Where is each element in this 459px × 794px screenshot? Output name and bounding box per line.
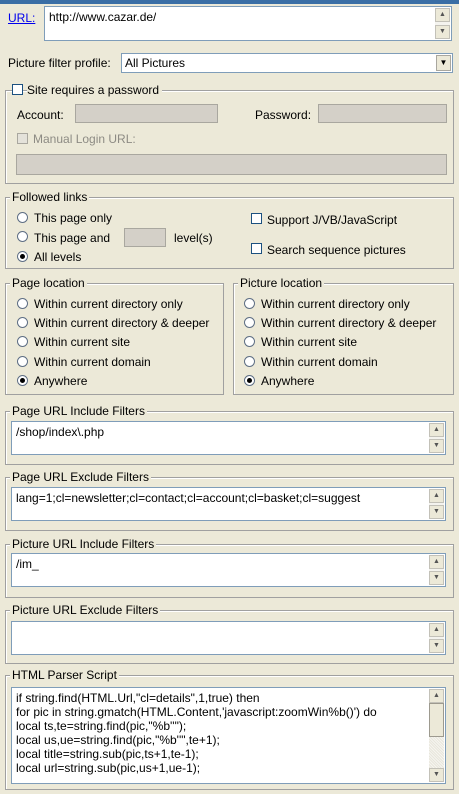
scroll-up-icon[interactable]: ▲ <box>429 489 444 503</box>
page-loc-radio-0[interactable] <box>17 298 28 309</box>
page-loc-option: Within current directory & deeper <box>34 316 210 330</box>
picture-url-include-value: /im_ <box>16 557 39 571</box>
page-loc-radio-4[interactable] <box>17 375 28 386</box>
option-this-page-and: This page and <box>34 231 111 245</box>
picture-url-exclude-scrollbar[interactable] <box>429 623 444 653</box>
chevron-down-icon[interactable]: ▼ <box>436 55 451 71</box>
page-url-exclude-title: Page URL Exclude Filters <box>12 470 149 484</box>
option-this-page-only: This page only <box>34 211 113 225</box>
page-url-exclude-scrollbar[interactable] <box>429 489 444 519</box>
pic-loc-option: Anywhere <box>261 374 315 388</box>
scroll-up-icon[interactable]: ▲ <box>429 423 444 437</box>
support-js-label: Support J/VB/JavaScript <box>267 213 398 227</box>
search-sequence-label: Search sequence pictures <box>267 243 406 257</box>
picture-url-include-scrollbar[interactable] <box>429 555 444 585</box>
page-loc-option: Within current domain <box>34 355 151 369</box>
script-line: local us,ue=string.find(pic,"%b''",te+1); <box>16 733 220 747</box>
pic-loc-option: Within current directory only <box>261 297 410 311</box>
scroll-down-icon[interactable]: ▼ <box>435 25 450 39</box>
page-url-include-title: Page URL Include Filters <box>12 404 145 418</box>
manual-login-label: Manual Login URL: <box>33 132 136 146</box>
pic-loc-radio-2[interactable] <box>244 336 255 347</box>
radio-this-page-and[interactable] <box>17 231 28 242</box>
scroll-up-icon[interactable]: ▲ <box>429 555 444 569</box>
password-input[interactable] <box>318 104 447 123</box>
script-scrollbar[interactable] <box>429 689 444 782</box>
picture-url-include-input[interactable] <box>11 553 446 587</box>
account-label: Account: <box>17 108 64 122</box>
picture-url-include-title: Picture URL Include Filters <box>12 537 155 551</box>
top-border <box>0 0 459 4</box>
picture-url-exclude-title: Picture URL Exclude Filters <box>12 603 159 617</box>
scroll-up-icon[interactable]: ▲ <box>429 623 444 637</box>
scroll-down-icon[interactable]: ▼ <box>429 768 444 782</box>
levels-suffix: level(s) <box>174 231 213 245</box>
option-all-levels: All levels <box>34 250 82 264</box>
scroll-down-icon[interactable]: ▼ <box>429 439 444 453</box>
script-line: local ts,te=string.find(pic,"%b''"); <box>16 719 187 733</box>
pic-loc-radio-1[interactable] <box>244 317 255 328</box>
pic-loc-option: Within current directory & deeper <box>261 316 437 330</box>
page-loc-option: Anywhere <box>34 374 88 388</box>
url-value: http://www.cazar.de/ <box>49 10 157 24</box>
pic-loc-option: Within current site <box>261 335 358 349</box>
account-input[interactable] <box>75 104 218 123</box>
manual-login-input[interactable] <box>16 154 447 175</box>
html-parser-script-editor[interactable] <box>11 687 446 784</box>
manual-login-checkbox[interactable] <box>17 133 28 144</box>
page-url-exclude-input[interactable] <box>11 487 446 521</box>
picture-location-title: Picture location <box>240 276 323 290</box>
page-url-include-input[interactable] <box>11 421 446 455</box>
scroll-down-icon[interactable]: ▼ <box>429 639 444 653</box>
radio-this-page-only[interactable] <box>17 212 28 223</box>
pic-loc-option: Within current domain <box>261 355 378 369</box>
pic-loc-radio-3[interactable] <box>244 356 255 367</box>
scroll-down-icon[interactable]: ▼ <box>429 505 444 519</box>
page-url-exclude-value: lang=1;cl=newsletter;cl=contact;cl=account;cl=basket;cl=suggest <box>16 491 361 505</box>
page-loc-radio-3[interactable] <box>17 356 28 367</box>
scroll-thumb[interactable] <box>429 703 444 737</box>
page-loc-radio-2[interactable] <box>17 336 28 347</box>
scroll-down-icon[interactable]: ▼ <box>429 571 444 585</box>
search-sequence-checkbox[interactable] <box>251 243 262 254</box>
picture-filter-value: All Pictures <box>125 56 186 70</box>
html-parser-title: HTML Parser Script <box>12 668 117 682</box>
picture-filter-label: Picture filter profile: <box>8 56 111 70</box>
page-loc-radio-1[interactable] <box>17 317 28 328</box>
url-link[interactable]: URL: <box>8 11 36 25</box>
script-line: for pic in string.gmatch(HTML.Content,'javascript:zoomWin%b()') do <box>16 705 377 719</box>
page-url-include-scrollbar[interactable] <box>429 423 444 453</box>
picture-url-exclude-input[interactable] <box>11 621 446 655</box>
page-location-title: Page location <box>12 276 85 290</box>
script-line: if string.find(HTML.Url,"cl=details",1,true) then <box>16 691 260 705</box>
pic-loc-radio-0[interactable] <box>244 298 255 309</box>
page-loc-option: Within current site <box>34 335 131 349</box>
script-line: local title=string.sub(pic,ts+1,te-1); <box>16 747 199 761</box>
site-password-checkbox[interactable] <box>12 84 23 95</box>
site-password-title: Site requires a password <box>27 83 162 97</box>
password-label: Password: <box>255 108 312 122</box>
page-url-include-value: /shop/index\.php <box>16 425 105 439</box>
picture-filter-select[interactable] <box>121 53 453 73</box>
page-loc-option: Within current directory only <box>34 297 183 311</box>
script-line: local url=string.sub(pic,us+1,ue-1); <box>16 761 201 775</box>
pic-loc-radio-4[interactable] <box>244 375 255 386</box>
scroll-up-icon[interactable]: ▲ <box>435 8 450 22</box>
url-input[interactable] <box>44 6 452 41</box>
followed-links-title: Followed links <box>12 190 88 204</box>
url-scrollbar[interactable] <box>435 8 450 39</box>
script-lines <box>16 691 425 775</box>
radio-all-levels[interactable] <box>17 251 28 262</box>
levels-input[interactable] <box>124 228 166 247</box>
support-js-checkbox[interactable] <box>251 213 262 224</box>
scroll-up-icon[interactable]: ▲ <box>429 689 444 703</box>
